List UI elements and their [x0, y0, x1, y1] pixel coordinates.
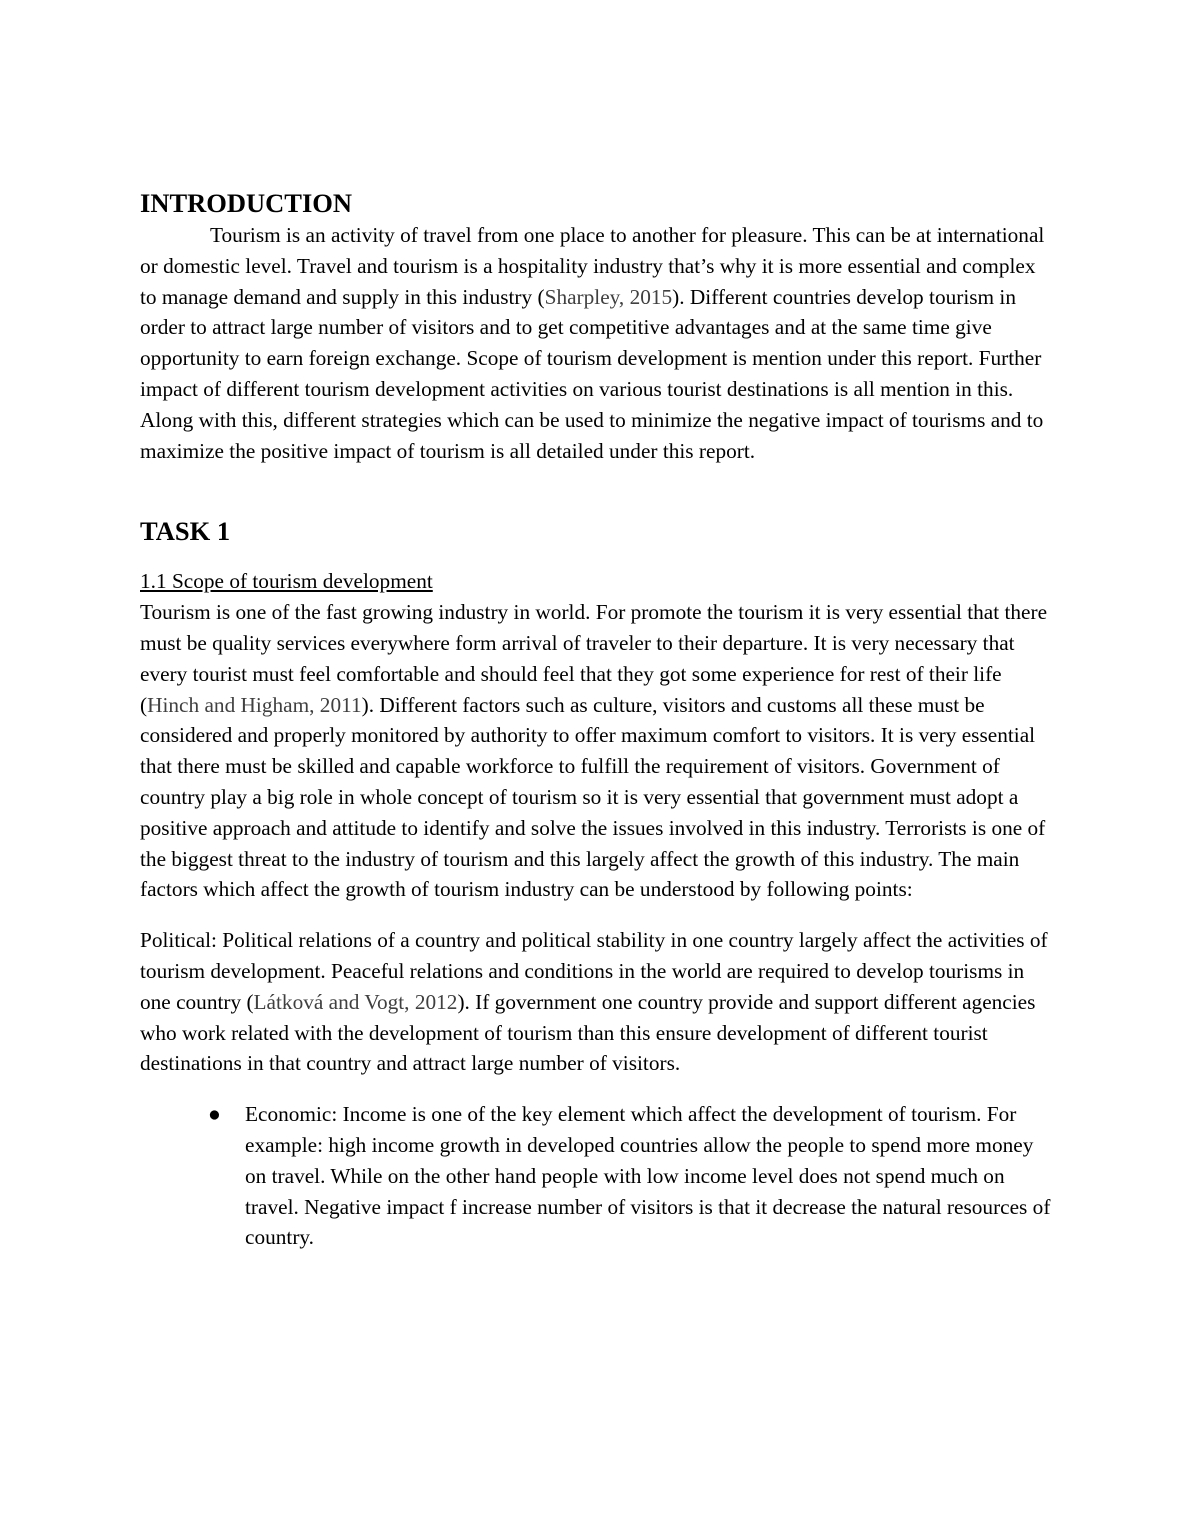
citation-hinch-higham: Hinch and Higham, 2011: [147, 692, 362, 717]
citation-latkova-vogt: Látková and Vogt, 2012: [253, 989, 458, 1014]
document-page: [140, 186, 1052, 1253]
citation-sharpley: Sharpley, 2015: [544, 284, 673, 309]
introduction-heading: INTRODUCTION: [140, 188, 353, 218]
intro-text-part-2: ). Different countries develop tourism in order to attract large number of visitors and to get competitive advantages and at the same time give opportunity to earn foreign exchange. Scope of tourism development is mention under this report. Further impact of different tourism development activities on various tourist destinations is all mention in this. Along with this, different strategies which can be used to minimize the negative impact of tourisms and to maximize the positive impact of tourism is all detailed under this report.: [140, 284, 1044, 463]
political-text-part-2: ). If government one country provide and support different agencies who work related with the development of tourism than this ensure development of different tourist destinations in that country and attract large number of visitors.: [140, 989, 1036, 1076]
scope-text-part-1: Tourism is one of the fast growing industry in world. For promote the tourism it is very essential that there must be quality services everywhere form arrival of traveler to their departure. It is very necessary that every tourist must feel comfortable and should feel that they got some experience for rest of their life (: [140, 600, 1048, 717]
scope-paragraph: [140, 597, 1052, 905]
factors-bullet-list: [140, 1099, 1052, 1253]
political-paragraph: [140, 925, 1052, 1079]
scope-subheading: 1.1 Scope of tourism development: [140, 569, 433, 594]
intro-text-part-1: Tourism is an activity of travel from one place to another for pleasure. This can be at international or domestic level. Travel and tourism is a hospitality industry that’s why it is more essential and complex to manage demand and supply in this industry (: [140, 223, 1045, 309]
economic-bullet-text: Economic: Income is one of the key element which affect the development of tourism. For example: high income growth in developed countries allow the people to spend more money on travel. While on the other hand people with low income level does not spend much on travel. Negative impact f increase number of visitors is that it decrease the natural resources of country.: [245, 1102, 1051, 1250]
list-item: [140, 1099, 1052, 1253]
introduction-paragraph: [140, 220, 1052, 466]
task-1-heading: TASK 1: [140, 516, 231, 547]
scope-text-part-2: ). Different factors such as culture, visitors and customs all these must be considered and properly monitored by authority to offer maximum comfort to visitors. It is very essential that there must be skilled and capable workforce to fulfill the requirement of visitors. Government of country play a big role in whole concept of tourism so it is very essential that government must adopt a positive approach and attitude to identify and solve the issues involved in this industry. Terrorists is one of the biggest threat to the industry of tourism and this largely affect the growth of this industry. The main factors which affect the growth of tourism industry can be understood by following points:: [140, 692, 1046, 902]
political-text-part-1: Political: Political relations of a country and political stability in one country largely affect the activities of tourism development. Peaceful relations and conditions in the world are required to develop tourisms in one country (: [140, 928, 1048, 1014]
bullet-icon: ●: [208, 1102, 221, 1127]
